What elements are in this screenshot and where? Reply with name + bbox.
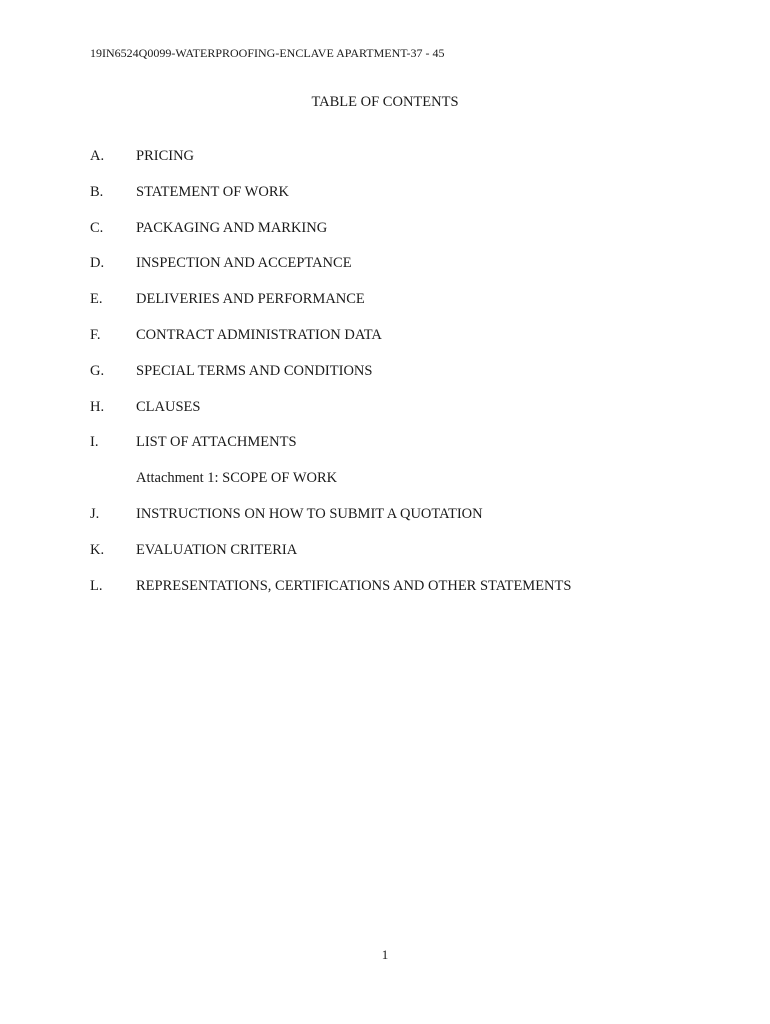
document-header: 19IN6524Q0099-WATERPROOFING-ENCLAVE APARTMENT-37 - 45 bbox=[90, 46, 445, 60]
toc-item-label: STATEMENT OF WORK bbox=[136, 183, 289, 200]
toc-item-letter: J. bbox=[90, 505, 100, 522]
toc-item-inspection-and-acceptance[interactable] bbox=[90, 253, 730, 289]
toc-item-label: INSPECTION AND ACCEPTANCE bbox=[136, 255, 352, 272]
toc-item-list-of-attachments[interactable] bbox=[90, 432, 730, 468]
toc-item-letter: L. bbox=[90, 577, 103, 594]
toc-title-text: TABLE OF CONTENTS bbox=[311, 94, 459, 110]
table-of-contents bbox=[90, 146, 730, 611]
toc-item-letter: D. bbox=[90, 255, 105, 272]
page-number: 1 bbox=[381, 947, 389, 962]
toc-item-letter: F. bbox=[90, 326, 101, 343]
toc-item-special-terms-and-conditions[interactable] bbox=[90, 361, 730, 397]
toc-item-letter: B. bbox=[90, 183, 104, 200]
toc-item-letter: H. bbox=[90, 398, 105, 415]
toc-item-letter: A. bbox=[90, 148, 105, 164]
toc-item-evaluation-criteria[interactable] bbox=[90, 540, 730, 576]
toc-item-representations[interactable] bbox=[90, 576, 730, 612]
toc-item-pricing[interactable] bbox=[90, 146, 730, 182]
toc-item-label: REPRESENTATIONS, CERTIFICATIONS AND OTHER STATEMENTS bbox=[136, 577, 572, 594]
toc-item-packaging-and-marking[interactable] bbox=[90, 218, 730, 254]
toc-item-statement-of-work[interactable] bbox=[90, 182, 730, 218]
toc-item-label: Attachment 1: SCOPE OF WORK bbox=[136, 470, 338, 487]
toc-item-label: DELIVERIES AND PERFORMANCE bbox=[136, 291, 365, 308]
toc-item-letter: C. bbox=[90, 219, 104, 236]
toc-item-letter: I. bbox=[90, 434, 99, 451]
toc-item-attachment-1[interactable] bbox=[90, 468, 730, 504]
page-title bbox=[0, 94, 770, 111]
toc-item-label: EVALUATION CRITERIA bbox=[136, 541, 298, 558]
toc-item-clauses[interactable] bbox=[90, 397, 730, 433]
toc-item-label: LIST OF ATTACHMENTS bbox=[136, 434, 297, 451]
toc-item-label: CONTRACT ADMINISTRATION DATA bbox=[136, 326, 382, 343]
toc-item-label: PRICING bbox=[136, 148, 195, 164]
toc-item-deliveries-and-performance[interactable] bbox=[90, 289, 730, 325]
toc-item-label: CLAUSES bbox=[136, 398, 201, 415]
toc-item-contract-administration-data[interactable] bbox=[90, 325, 730, 361]
toc-item-letter: G. bbox=[90, 362, 105, 379]
toc-item-label: INSTRUCTIONS ON HOW TO SUBMIT A QUOTATION bbox=[136, 505, 483, 522]
toc-item-letter: K. bbox=[90, 541, 105, 558]
toc-item-letter: E. bbox=[90, 291, 103, 308]
toc-item-instructions[interactable] bbox=[90, 504, 730, 540]
toc-item-label: SPECIAL TERMS AND CONDITIONS bbox=[136, 362, 373, 379]
toc-item-label: PACKAGING AND MARKING bbox=[136, 219, 328, 236]
